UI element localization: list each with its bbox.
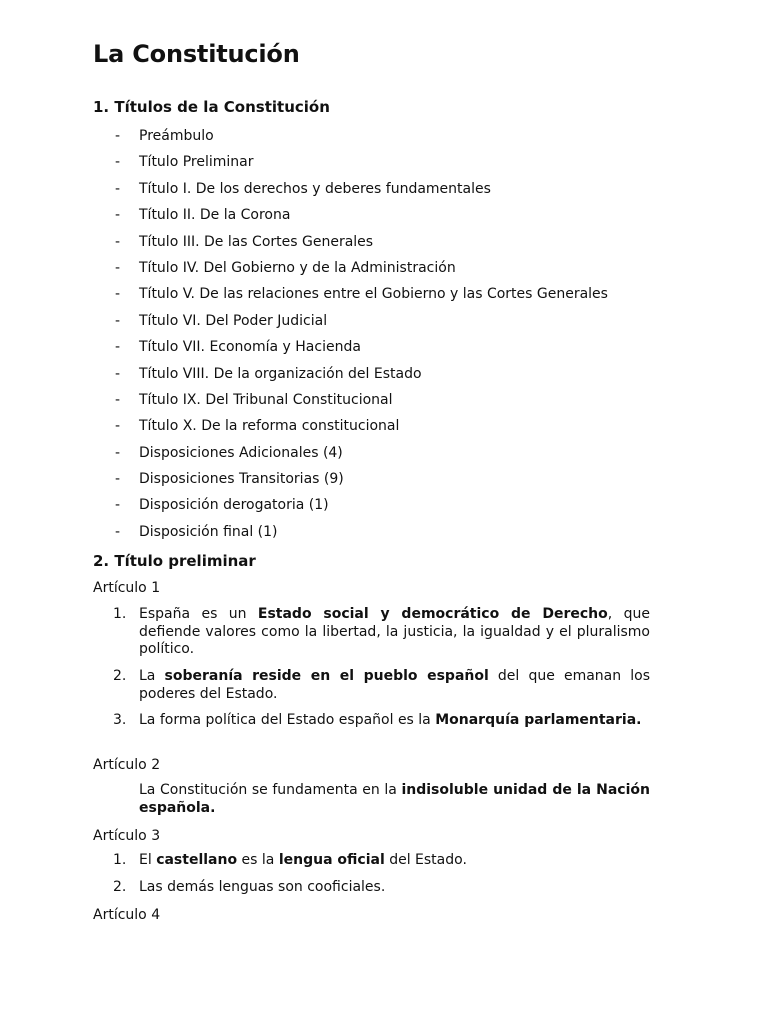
list-item <box>93 258 650 284</box>
bold-text: Estado social y democrático de Derecho <box>257 606 608 622</box>
list-item <box>93 311 650 337</box>
list-item <box>93 416 650 442</box>
list-item <box>93 364 650 390</box>
list-item <box>93 152 650 178</box>
list-item-label: Título I. De los derechos y deberes fundamentales <box>139 180 491 197</box>
article-1-item-2 <box>93 668 650 703</box>
bold-text: indisoluble unidad de la Nación española. <box>139 782 650 816</box>
item-number: 2. <box>113 668 127 684</box>
list-item-label: Título VII. Economía y Hacienda <box>139 339 361 356</box>
list-item-label: Título Preliminar <box>139 154 254 171</box>
list-item <box>93 205 650 231</box>
list-item-label: Disposiciones Adicionales (4) <box>139 444 343 461</box>
article-3-item-1 <box>93 852 650 870</box>
list-bullet-dash: - <box>115 523 121 540</box>
list-item-label: Título V. De las relaciones entre el Gobierno y las Cortes Generales <box>139 286 608 303</box>
list-item <box>93 495 650 521</box>
list-bullet-dash: - <box>115 233 121 250</box>
bold-text: lengua oficial <box>278 852 385 868</box>
section-heading-titulos: 1. Títulos de la Constitución <box>93 98 330 116</box>
section-heading-titulo-preliminar: 2. Título preliminar <box>93 552 256 570</box>
list-item <box>93 126 650 152</box>
article-1-item-3 <box>93 712 650 730</box>
list-item-label: Título IX. Del Tribunal Constitucional <box>139 391 393 408</box>
list-bullet-dash: - <box>115 418 121 435</box>
list-bullet-dash: - <box>115 339 121 356</box>
list-item-label: Título VI. Del Poder Judicial <box>139 312 328 329</box>
list-item <box>93 284 650 310</box>
article-label-1: Artículo 1 <box>93 580 161 596</box>
list-bullet-dash: - <box>115 365 121 382</box>
list-bullet-dash: - <box>115 497 121 514</box>
list-bullet-dash: - <box>115 154 121 171</box>
list-item-label: Título X. De la reforma constitucional <box>139 418 400 435</box>
list-bullet-dash: - <box>115 128 121 144</box>
list-item <box>93 469 650 495</box>
article-label-4: Artículo 4 <box>93 907 161 923</box>
article-1-item-1 <box>93 606 650 659</box>
list-bullet-dash: - <box>115 391 121 408</box>
item-text: El castellano es la lengua oficial del Estado. <box>139 852 467 868</box>
list-item-label: Disposiciones Transitorias (9) <box>139 471 344 488</box>
list-bullet-dash: - <box>115 286 121 303</box>
list-item-label: Disposición derogatoria (1) <box>139 497 329 514</box>
item-text: La soberanía reside en el pueblo español del que emanan los poderes del Estado. <box>139 668 650 702</box>
list-item-label: Título II. De la Corona <box>139 207 291 224</box>
list-item <box>93 443 650 469</box>
list-bullet-dash: - <box>115 180 121 197</box>
bold-text: soberanía reside en el pueblo español <box>164 668 489 684</box>
item-text: La forma política del Estado español es la Monarquía parlamentaria. <box>139 712 642 728</box>
list-item <box>93 390 650 416</box>
list-item <box>93 522 650 548</box>
item-text: La Constitución se fundamenta en la indisoluble unidad de la Nación española. <box>139 782 650 816</box>
document-title: La Constitución <box>93 40 300 68</box>
list-item <box>93 179 650 205</box>
article-label-3: Artículo 3 <box>93 828 161 844</box>
list-bullet-dash: - <box>115 471 121 488</box>
article-3-item-2 <box>93 879 650 897</box>
list-item-label: Disposición final (1) <box>139 523 278 540</box>
list-item-label: Título VIII. De la organización del Estado <box>139 365 422 382</box>
list-item-label: Título IV. Del Gobierno y de la Administración <box>139 259 456 276</box>
list-bullet-dash: - <box>115 444 121 461</box>
list-item <box>93 337 650 363</box>
titulos-list <box>93 126 650 548</box>
list-item-label: Título III. De las Cortes Generales <box>139 233 374 250</box>
item-number: 3. <box>113 712 127 728</box>
list-bullet-dash: - <box>115 259 121 276</box>
item-number: 1. <box>113 606 127 622</box>
article-2-text <box>93 782 650 817</box>
item-number: 2. <box>113 879 127 895</box>
item-number: 1. <box>113 852 127 868</box>
article-label-2: Artículo 2 <box>93 757 161 773</box>
list-item <box>93 232 650 258</box>
list-bullet-dash: - <box>115 207 121 224</box>
list-item-label: Preámbulo <box>139 128 214 144</box>
item-text: Las demás lenguas son cooficiales. <box>139 879 386 895</box>
item-text: España es un Estado social y democrático de Derecho, que defiende valores como la libertad, la justicia, la igualdad y el pluralismo político. <box>139 606 650 657</box>
bold-text: Monarquía parlamentaria. <box>435 712 642 728</box>
list-bullet-dash: - <box>115 312 121 329</box>
bold-text: castellano <box>156 852 238 868</box>
